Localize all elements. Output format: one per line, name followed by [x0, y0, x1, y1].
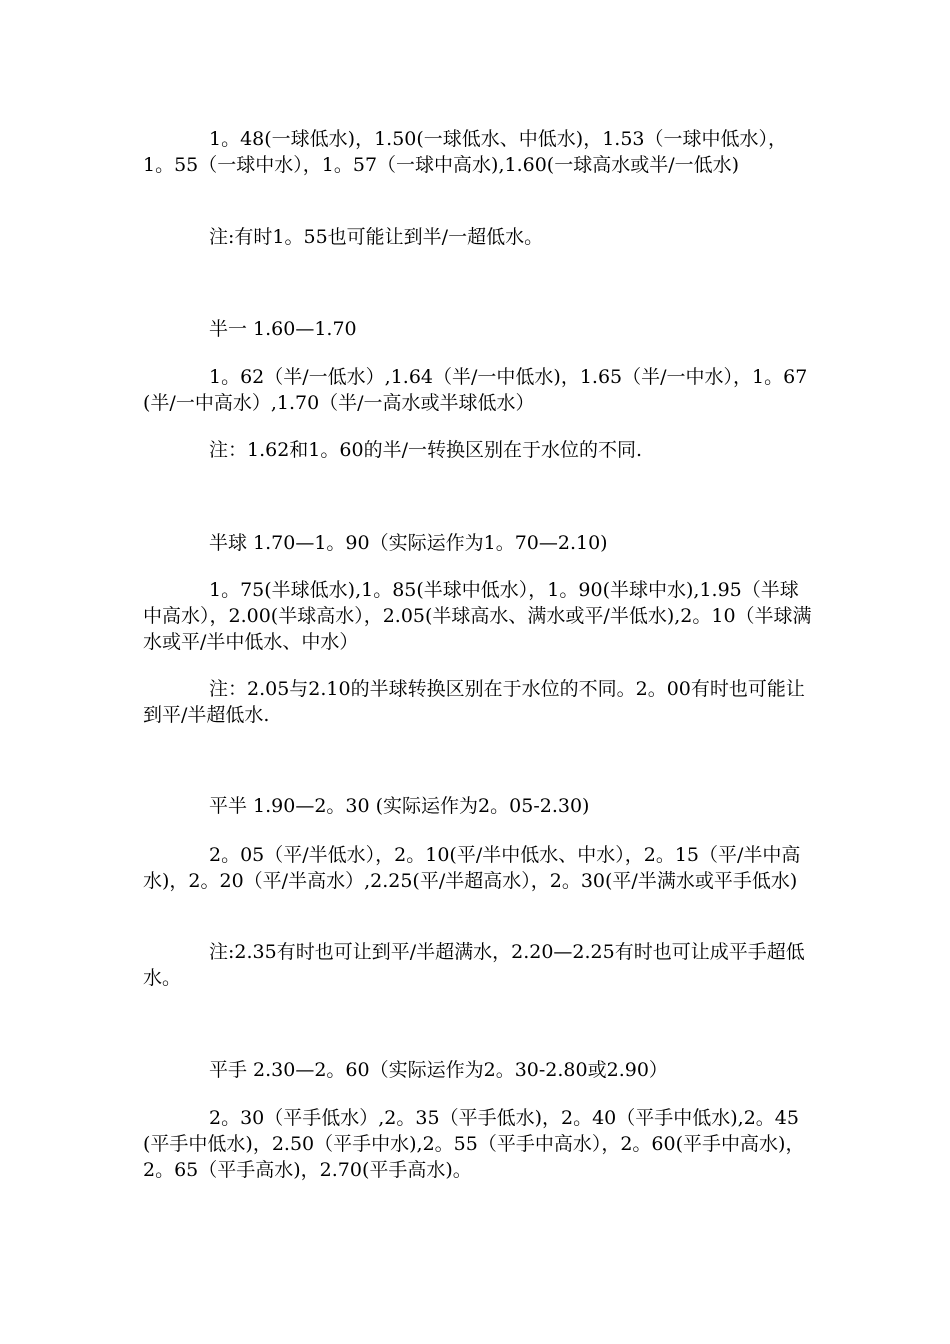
heading-ping-ban: 平半 1.90—2。30 (实际运作为2。05-2.30): [209, 795, 590, 817]
odds-paragraph-ping-shou: 2。30（平手低水）,2。35（平手低水)，2。40（平手中低水),2。45(平手中低水)，2.50（平手中水),2。55（平手中高水），2。60(平手中高水)，2。65（平手高水)，2.70(平手高水)。: [143, 1107, 805, 1181]
note-one-ball: 注:有时1。55也可能让到半/一超低水。: [209, 226, 544, 248]
odds-paragraph-ban-yi: 1。62（半/一低水）,1.64（半/一中低水)，1.65（半/一中水），1。67(半/一中高水）,1.70（半/一高水或半球低水）: [143, 366, 808, 414]
odds-paragraph-one-ball: 1。48(一球低水)，1.50(一球低水、中低水)，1.53（一球中低水），1。55（一球中水），1。57（一球中高水),1.60(一球高水或半/一低水): [143, 128, 788, 176]
odds-paragraph-ban-qiu: 1。75(半球低水),1。85(半球中低水），1。90(半球中水),1.95（半球中高水），2.00(半球高水），2.05(半球高水、满水或平/半低水),2。10（半球满水或平/半中低水、中水）: [143, 579, 812, 653]
note-ban-yi: 注：1.62和1。60的半/一转换区别在于水位的不同.: [209, 439, 643, 461]
heading-ban-qiu: 半球 1.70—1。90（实际运作为1。70—2.10): [209, 532, 608, 554]
heading-ping-shou: 平手 2.30—2。60（实际运作为2。30-2.80或2.90）: [209, 1059, 668, 1081]
note-ping-ban: 注:2.35有时也可让到平/半超满水，2.20—2.25有时也可让成平手超低水。: [143, 941, 805, 989]
note-ban-qiu: 注：2.05与2.10的半球转换区别在于水位的不同。2。00有时也可能让到平/半超低水.: [143, 678, 805, 726]
heading-ban-yi: 半一 1.60—1.70: [209, 318, 357, 340]
odds-paragraph-ping-ban: 2。05（平/半低水），2。10(平/半中低水、中水），2。15（平/半中高水)，2。20（平/半高水）,2.25(平/半超高水），2。30(平/半满水或平手低水): [143, 844, 801, 892]
